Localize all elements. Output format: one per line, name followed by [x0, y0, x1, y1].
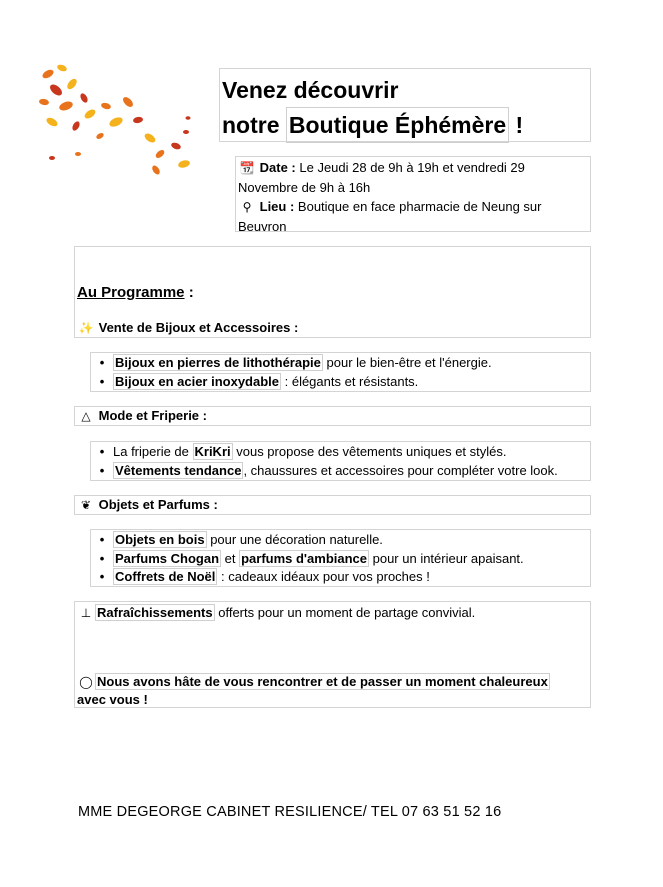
closing-message [77, 673, 577, 709]
date-line [238, 158, 588, 178]
objets-list [90, 529, 591, 587]
autumn-leaves-icon [38, 62, 198, 182]
section-bijoux-title-text: Vente de Bijoux et Accessoires : [98, 320, 299, 335]
pin-icon: ⚲ [242, 200, 252, 214]
title-prefix: notre [222, 112, 280, 138]
title-line1: Venez découvrir [222, 77, 399, 103]
glasses-icon: ⊥ [80, 606, 92, 620]
section-mode-title [74, 406, 591, 426]
lieu-label: Lieu : [259, 199, 295, 214]
date-text2: Novembre de 9h à 16h [238, 180, 371, 195]
rafraichissements-line [77, 604, 475, 623]
sparkles-icon: ✨ [78, 321, 94, 335]
list-item [91, 373, 590, 392]
title-highlight: Boutique Éphémère [286, 107, 509, 143]
section-objets-title [74, 495, 591, 515]
bullet-icon: • [99, 462, 105, 478]
info-box [235, 156, 591, 232]
bullet-icon: • [99, 373, 105, 389]
list-item [91, 354, 590, 373]
bullet-icon: • [99, 444, 105, 459]
bijoux-item1-rest: pour le bien-être et l'énergie. [322, 355, 492, 370]
closing-line2: avec vous ! [77, 692, 148, 707]
title-line2 [222, 107, 588, 143]
bullet-icon: • [99, 569, 105, 584]
programme-heading-text: Au Programme [77, 284, 185, 301]
closing-box [74, 601, 591, 708]
objets-item3-rest: : cadeaux idéaux pour vos proches ! [217, 569, 430, 584]
lieu-text: Boutique en face pharmacie de Neung sur [297, 199, 542, 214]
bijoux-item2-rest: : élégants et résistants. [281, 373, 419, 389]
bijoux-item1-bold: Bijoux en pierres de lithothérapie [115, 355, 321, 370]
bouquet-icon: ❦ [80, 498, 92, 512]
lieu-text2: Beuvron [238, 219, 287, 234]
objets-item2-bold: Parfums Chogan [115, 550, 220, 566]
mode-item1-rest: vous propose des vêtements uniques et stylés. [232, 444, 507, 459]
closing-line1-text: Nous avons hâte de vous rencontrer et de passer un moment chaleureux [97, 674, 548, 689]
section-mode-title-text: Mode et Friperie : [98, 408, 207, 423]
objets-item2-bold2: parfums d'ambiance [241, 550, 367, 566]
bijoux-list [90, 352, 591, 392]
bullet-icon: • [99, 355, 105, 370]
programme-box [74, 246, 591, 338]
dress-icon: △ [81, 409, 91, 423]
mode-item1-bold: KriKri [194, 444, 231, 459]
mode-item2-rest: , chaussures et accessoires pour compléter votre look. [243, 462, 558, 478]
bell-icon: ◯ [79, 675, 93, 689]
objets-item2-mid: et [221, 550, 240, 566]
list-item [91, 550, 590, 569]
rafraichissements-bold: Rafraîchissements [97, 605, 213, 620]
date-text: Le Jeudi 28 de 9h à 19h et vendredi 29 [299, 160, 525, 175]
list-item [91, 443, 590, 462]
list-item [91, 462, 590, 481]
lieu-line [238, 197, 588, 217]
programme-heading-suffix: : [184, 284, 194, 301]
mode-item1-pre: La friperie de [113, 444, 193, 459]
title-suffix: ! [515, 112, 524, 138]
date-label: Date : [259, 160, 296, 175]
mode-list [90, 441, 591, 481]
bullet-icon: • [99, 532, 105, 547]
footer-contact: MME DEGEORGE CABINET RESILIENCE/ TEL 07 63 51 52 16 [78, 804, 502, 820]
bijoux-item2-bold: Bijoux en acier inoxydable [115, 373, 279, 389]
section-objets-title-text: Objets et Parfums : [98, 497, 218, 512]
programme-heading [77, 284, 194, 301]
bullet-icon: • [99, 550, 105, 566]
list-item [91, 568, 590, 587]
mode-item2-bold: Vêtements tendance [115, 462, 242, 478]
objets-item1-bold: Objets en bois [115, 532, 205, 547]
objets-item2-rest: pour un intérieur apaisant. [369, 550, 524, 566]
section-bijoux-title [77, 319, 298, 337]
calendar-icon: 📆 [239, 161, 255, 175]
objets-item1-rest: pour une décoration naturelle. [206, 532, 383, 547]
closing-line1 [77, 673, 577, 691]
rafraichissements-rest: offerts pour un moment de partage convivial. [214, 605, 476, 620]
objets-item3-bold: Coffrets de Noël [115, 569, 216, 584]
list-item [91, 531, 590, 550]
title-box [219, 68, 591, 142]
